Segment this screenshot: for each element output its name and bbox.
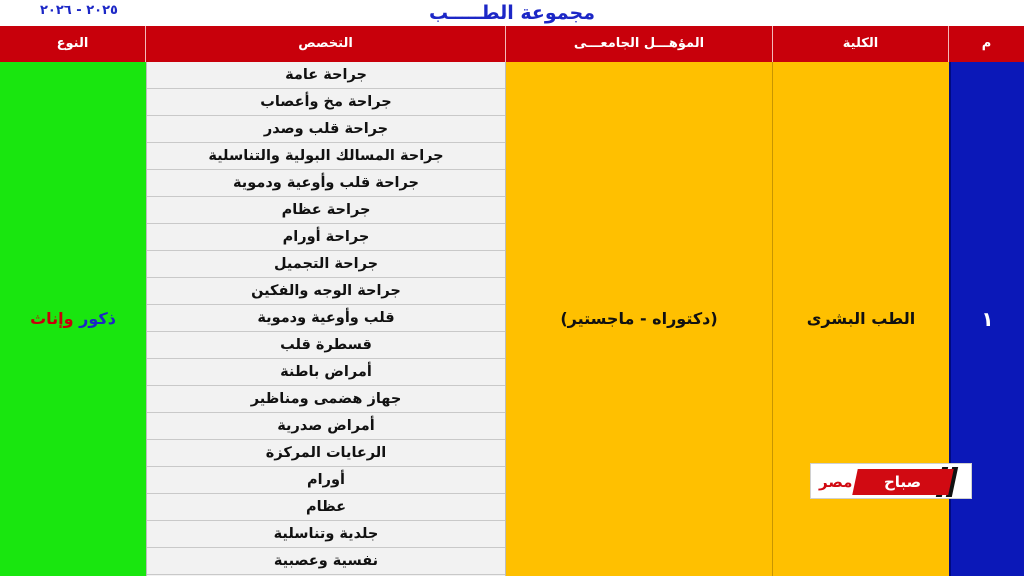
- specialization-item: جهاز هضمى ومناظير: [147, 386, 505, 413]
- specialization-item: جراحة مخ وأعصاب: [147, 89, 505, 116]
- specialization-item: جراحة عامة: [147, 62, 505, 89]
- page-title: مجموعة الطـــــب: [429, 2, 595, 24]
- specialization-item: نفسية وعصبية: [147, 548, 505, 575]
- logo-text-sabah: صباح: [884, 473, 922, 491]
- logo-badge: [852, 469, 954, 495]
- specialization-item: جراحة عظام: [147, 197, 505, 224]
- specialization-item: جراحة قلب وصدر: [147, 116, 505, 143]
- title-bar: [0, 0, 1024, 26]
- academic-year: ٢٠٢٥ - ٢٠٢٦: [40, 3, 118, 18]
- header-type: النوع: [0, 26, 146, 62]
- header-specialization: التخصص: [146, 26, 506, 62]
- specialization-item: جراحة الوجه والفكين: [147, 278, 505, 305]
- specialization-item: قسطرة قلب: [147, 332, 505, 359]
- type-female: وإناث: [30, 309, 74, 328]
- faculty-value: الطب البشرى: [806, 309, 916, 328]
- specialization-item: جراحة قلب وأوعية ودموية: [147, 170, 505, 197]
- specialization-item: عظام: [147, 494, 505, 521]
- site-logo-watermark: [810, 463, 972, 499]
- header-faculty: الكلية: [773, 26, 949, 62]
- type-male: ذكور: [79, 309, 116, 328]
- specialization-item: جلدية وتناسلية: [147, 521, 505, 548]
- row-number: ١: [981, 307, 994, 331]
- specialization-item: جراحة أورام: [147, 224, 505, 251]
- header-qualification: المؤهـــل الجامعـــى: [506, 26, 773, 62]
- specialization-item: جراحة التجميل: [147, 251, 505, 278]
- specialization-item: أورام: [147, 467, 505, 494]
- specialization-item: جراحة المسالك البولية والتناسلية: [147, 143, 505, 170]
- header-number: م: [949, 26, 1024, 62]
- specialization-item: الرعايات المركزة: [147, 440, 505, 467]
- qualification-cell: [506, 62, 773, 576]
- type-cell: [0, 62, 146, 576]
- type-value: [0, 306, 146, 332]
- specialization-list: [146, 62, 506, 576]
- specialization-item: قلب وأوعية ودموية: [147, 305, 505, 332]
- specialization-item: أمراض باطنة: [147, 359, 505, 386]
- logo-text-misr: مصر: [819, 473, 853, 491]
- specialization-item: أمراض صدرية: [147, 413, 505, 440]
- qualification-value: (دكتوراه - ماجستير): [560, 309, 718, 328]
